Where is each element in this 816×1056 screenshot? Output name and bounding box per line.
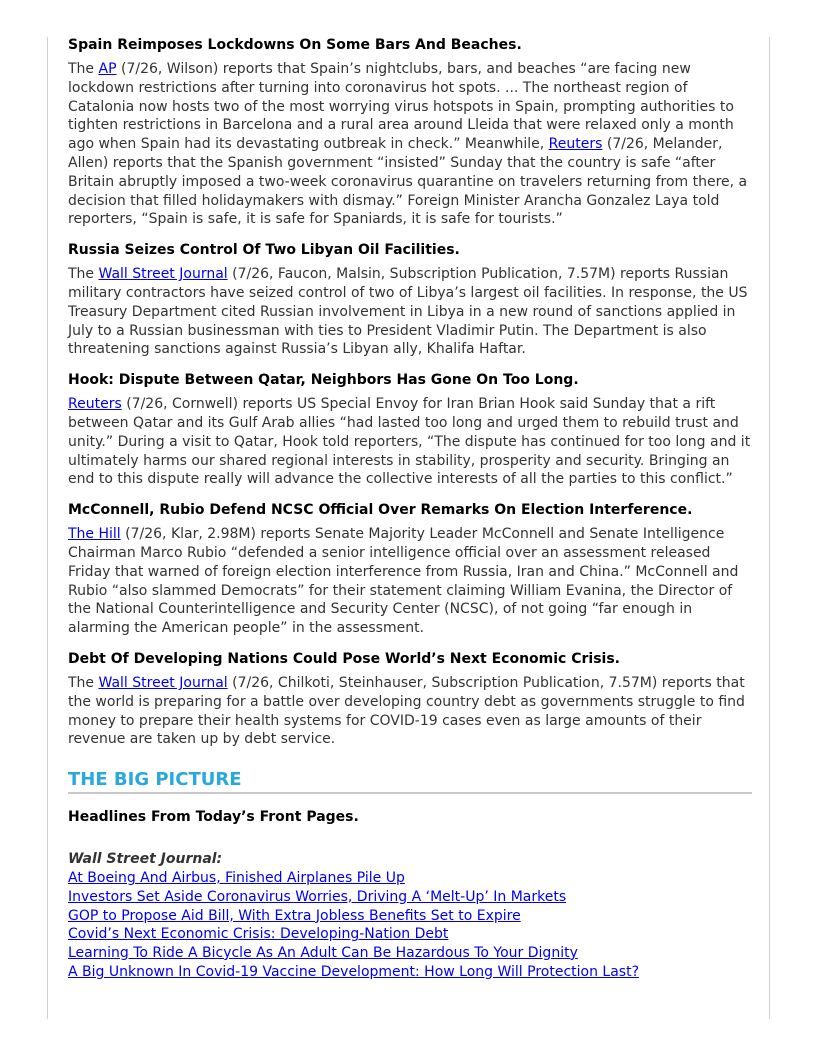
article-headline: McConnell, Rubio Defend NCSC Official Over Remarks On Election Interference. [68,502,693,519]
article-text: The [68,61,99,77]
headline-link[interactable]: Covid’s Next Economic Crisis: Developing-Nation Debt [68,926,449,943]
article-russia-libya [68,241,752,359]
headline-link[interactable]: GOP to Propose Aid Bill, With Extra Jobless Benefits Set to Expire [68,907,521,924]
section-title: THE BIG PICTURE [68,769,752,794]
article-body [68,265,752,359]
section-subheading: Headlines From Today’s Front Pages. [68,809,359,826]
headline-link[interactable]: At Boeing And Airbus, Finished Airplanes Pile Up [68,870,405,887]
article-spain [68,36,752,229]
reuters-link[interactable]: Reuters [548,136,603,153]
article-headline: Debt Of Developing Nations Could Pose World’s Next Economic Crisis. [68,650,620,667]
article-text: The [68,674,99,691]
the-hill-link[interactable]: The Hill [68,526,121,543]
article-developing-debt [68,650,752,749]
headline-link[interactable]: A Big Unknown In Covid-19 Vaccine Development: How Long Will Protection Last? [68,963,640,980]
headline-link[interactable]: Investors Set Aside Coronavirus Worries, Driving A ‘Melt-Up’ In Markets [68,888,567,905]
wsj-link[interactable]: Wall Street Journal [98,266,228,283]
article-body [68,525,752,638]
headline-links [68,869,752,981]
article-text: (7/26, Wilson) reports that Spain’s nightclubs, bars, and beaches “are facing new lockdown restrictions after turning into coronavirus hot spots. ... The northeast region of Catalonia now hosts two of the most worrying virus hotspots in Spain, prompting authorities to tighten restrictions in Barcelona and a rural area around Lleida that were relaxed only a month ago when Spain had its devastating outbreak in check.” Meanwhile, [68,61,734,153]
source-label: Wall Street Journal: [68,851,223,868]
article-mcconnell-rubio [68,501,752,638]
article-body [68,395,752,489]
article-text: (7/26, Melander, Allen) reports that the Spanish government “insisted” Sunday that the country is safe “after Britain abruptly imposed a two-week coronavirus quarantine on travelers returning from there, a decision that filled holidaymakers with dismay.” Foreign Minister Arancha Gonzalez Laya told reporters, “Spain is safe, it is safe for Spaniards, it is safe for tourists.” [68,136,748,228]
ap-link[interactable]: AP [98,61,117,77]
article-body [68,60,752,229]
article-headline: Russia Seizes Control Of Two Libyan Oil Facilities. [68,242,460,259]
article-text: (7/26, Klar, 2.98M) reports Senate Majority Leader McConnell and Senate Intelligence Chairman Marco Rubio “defended a senior intelligence official over an assessment released Friday that warned of foreign election interference from Russia, Iran and China.” McConnell and Rubio “also slammed Democrats” for their statement claiming William Evanina, the Director of the National Counterintelligence and Security Center (NCSC), of not going “far enough in alarming the American people” in the assessment. [68,526,739,637]
article-headline: Hook: Dispute Between Qatar, Neighbors Has Gone On Too Long. [68,372,579,389]
article-text: (7/26, Chilkoti, Steinhauser, Subscription Publication, 7.57M) reports that the world is preparing for a battle over developing country debt as governments struggle to find money to prepare their health systems for COVID-19 cases even as large amounts of their revenue are taken up by debt service. [68,674,745,748]
wsj-link[interactable]: Wall Street Journal [98,674,228,691]
newsletter-content [68,36,752,981]
article-headline: Spain Reimposes Lockdowns On Some Bars And Beaches. [68,37,522,53]
article-text: (7/26, Cornwell) reports US Special Envoy for Iran Brian Hook said Sunday that a rift between Qatar and its Gulf Arab allies “had lasted too long and urged them to rebuild trust and unity.” During a visit to Qatar, Hook told reporters, “The dispute has continued for too long and it ultimately harms our shared regional interests in stability, prosperity and security. Bringing an end to this dispute really will advance the collective interests of all the parties to this conflict.” [68,396,751,488]
article-body [68,674,752,749]
big-picture-section [68,769,752,981]
article-hook-qatar [68,371,752,489]
headline-link[interactable]: Learning To Ride A Bicycle As An Adult Can Be Hazardous To Your Dignity [68,944,578,961]
article-text: The [68,266,99,283]
reuters-link[interactable]: Reuters [68,396,122,413]
article-text: (7/26, Faucon, Malsin, Subscription Publication, 7.57M) reports Russian military contractors have seized control of two of Libya’s largest oil facilities. In response, the US Treasury Department cited Russian involvement in Libya in a new round of sanctions applied in July to a Russian businessman with ties to President Vladimir Putin. The Department is also threatening sanctions against Russia’s Libyan ally, Khalifa Haftar. [68,266,748,358]
